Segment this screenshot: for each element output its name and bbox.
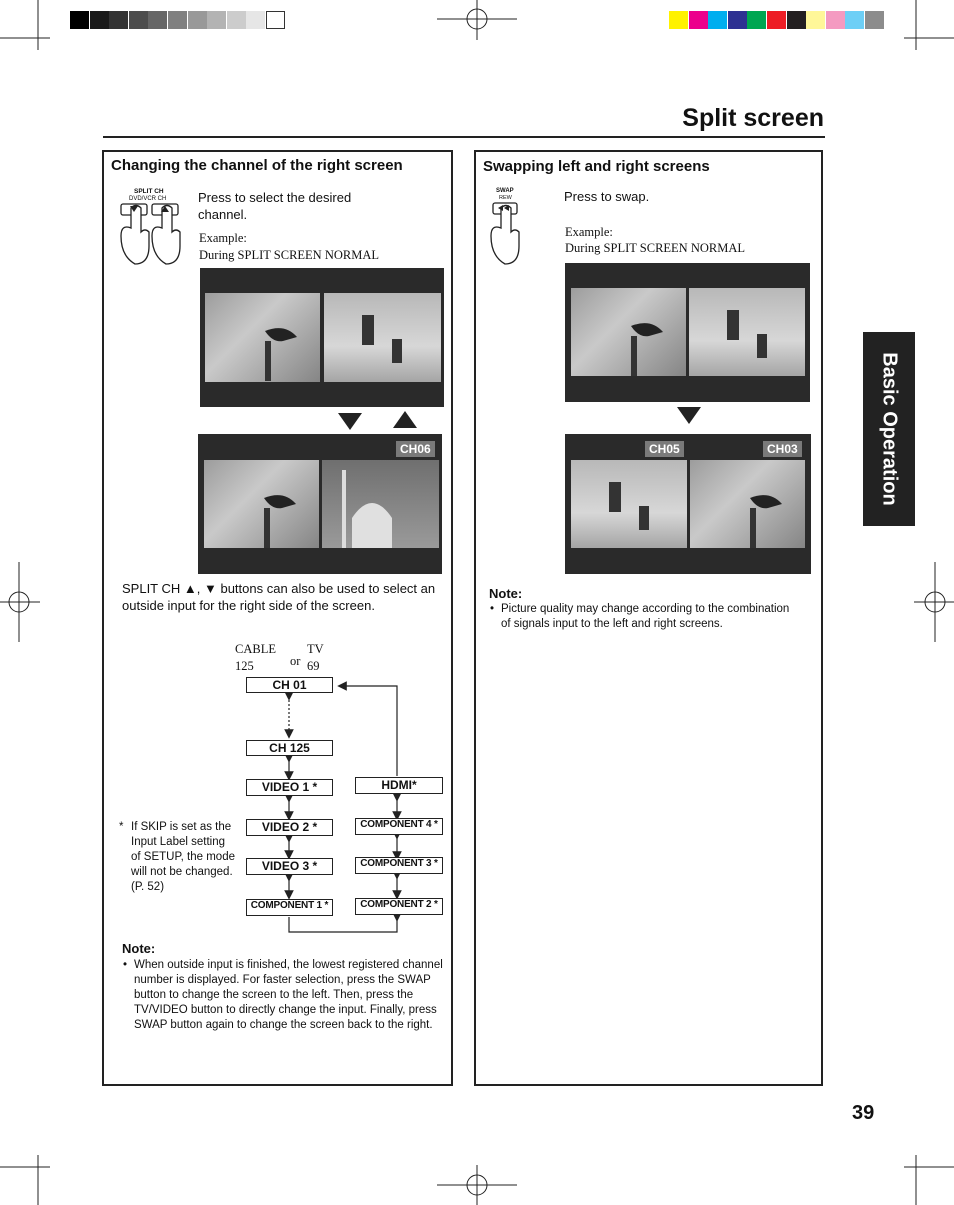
gray-swatch xyxy=(129,11,148,29)
or-label: or xyxy=(290,654,301,668)
tv-screen-before xyxy=(200,268,444,407)
split-ch-note: SPLIT CH ▲, ▼ buttons can also be used to select an outside input for the right side of the screen. xyxy=(122,581,436,613)
color-swatch xyxy=(728,11,747,29)
grayscale-bar xyxy=(70,0,290,40)
video3-box: VIDEO 3 * xyxy=(246,858,333,875)
left-note-title: Note: xyxy=(122,941,156,956)
ch06-label: CH06 xyxy=(396,441,435,457)
tv-label: TV xyxy=(307,642,324,656)
tv-num: 69 xyxy=(307,659,320,673)
gray-swatch xyxy=(90,11,109,29)
component4-box: COMPONENT 4 * xyxy=(355,818,443,835)
right-example-2: During SPLIT SCREEN NORMAL xyxy=(565,241,745,255)
left-example-1: Example: xyxy=(199,231,247,245)
gray-swatch xyxy=(227,11,246,29)
gray-swatch xyxy=(168,11,187,29)
split-ch-remote xyxy=(118,186,188,266)
color-swatch xyxy=(747,11,766,29)
color-swatch xyxy=(669,11,688,29)
side-tab xyxy=(863,332,915,526)
title-rule xyxy=(103,136,825,138)
hand-press-icon xyxy=(118,186,188,266)
left-panel xyxy=(102,150,453,1086)
skip-star: * xyxy=(119,821,124,833)
left-note-text: When outside input is finished, the lowest registered channel number is displayed. For faster selection, press the SWAP button to change the screen to the left. Then, press the TV/VIDEO button to directly change the input. Finally, press SWAP button again to change the screen back to the right. xyxy=(134,959,443,1031)
ch03-label: CH03 xyxy=(763,441,802,457)
swap-label-2: REW xyxy=(499,195,512,201)
gray-swatch xyxy=(109,11,128,29)
right-heading: Swapping left and right screens xyxy=(483,158,710,175)
bird-image-right xyxy=(690,460,805,548)
right-example-1: Example: xyxy=(565,225,613,239)
page-number: 39 xyxy=(852,1102,875,1124)
cable-label: CABLE xyxy=(235,642,276,656)
beach-image-left xyxy=(571,460,687,548)
right-press-text: Press to swap. xyxy=(564,189,650,204)
gray-swatch xyxy=(246,11,265,29)
split-ch-down-icon xyxy=(338,413,362,430)
swap-screen-before xyxy=(565,263,810,402)
right-panel xyxy=(474,150,823,1086)
component2-box: COMPONENT 2 * xyxy=(355,898,443,915)
left-press-text: Press to select the desired channel. xyxy=(198,190,352,222)
swap-screen-after xyxy=(565,434,811,574)
swap-remote xyxy=(488,186,532,270)
color-bar xyxy=(669,0,889,40)
beach-image xyxy=(324,293,441,382)
split-ch-up-icon xyxy=(393,411,417,428)
swap-arrow-icon xyxy=(677,407,701,424)
gray-swatch xyxy=(266,11,285,29)
color-swatch xyxy=(767,11,786,29)
color-swatch xyxy=(787,11,806,29)
remote-label-2: DVD/VCR CH xyxy=(129,196,167,202)
ch01-box: CH 01 xyxy=(246,677,333,693)
color-swatch xyxy=(806,11,825,29)
remote-label-1: SPLIT CH xyxy=(134,188,164,195)
component3-box: COMPONENT 3 * xyxy=(355,857,443,874)
right-note-title: Note: xyxy=(489,586,523,601)
right-note-bullet: • xyxy=(490,603,495,615)
hdmi-box: HDMI* xyxy=(355,777,443,794)
hand-swap-icon xyxy=(488,186,532,270)
gray-swatch xyxy=(188,11,207,29)
page-title: Split screen xyxy=(682,104,824,132)
component1-box: COMPONENT 1 * xyxy=(246,899,333,916)
swap-label-1: SWAP xyxy=(496,188,514,194)
bird-image xyxy=(205,293,320,382)
gray-swatch xyxy=(70,11,89,29)
bird-image-after xyxy=(204,460,319,548)
color-swatch xyxy=(689,11,708,29)
gray-swatch xyxy=(207,11,226,29)
right-note-text: Picture quality may change according to the combination of signals input to the left and right screens. xyxy=(501,603,790,630)
side-tab-label: Basic Operation xyxy=(878,352,901,506)
tv-screen-after xyxy=(198,434,442,574)
ch125-box: CH 125 xyxy=(246,740,333,756)
left-example-2: During SPLIT SCREEN NORMAL xyxy=(199,248,379,262)
left-heading: Changing the channel of the right screen xyxy=(111,157,403,174)
beach-image-swap xyxy=(689,288,805,376)
color-swatch xyxy=(826,11,845,29)
color-swatch xyxy=(708,11,727,29)
color-swatch xyxy=(845,11,864,29)
left-note-bullet: • xyxy=(123,959,128,971)
video1-box: VIDEO 1 * xyxy=(246,779,333,796)
color-swatch xyxy=(865,11,884,29)
skip-note: If SKIP is set as the Input Label setting of SETUP, the mode will not be changed. (P. 52) xyxy=(131,821,235,893)
video2-box: VIDEO 2 * xyxy=(246,819,333,836)
gray-swatch xyxy=(148,11,167,29)
cable-num: 125 xyxy=(235,659,254,673)
bird-image-swap xyxy=(571,288,686,376)
taj-mahal-image xyxy=(322,460,439,548)
ch05-label: CH05 xyxy=(645,441,684,457)
